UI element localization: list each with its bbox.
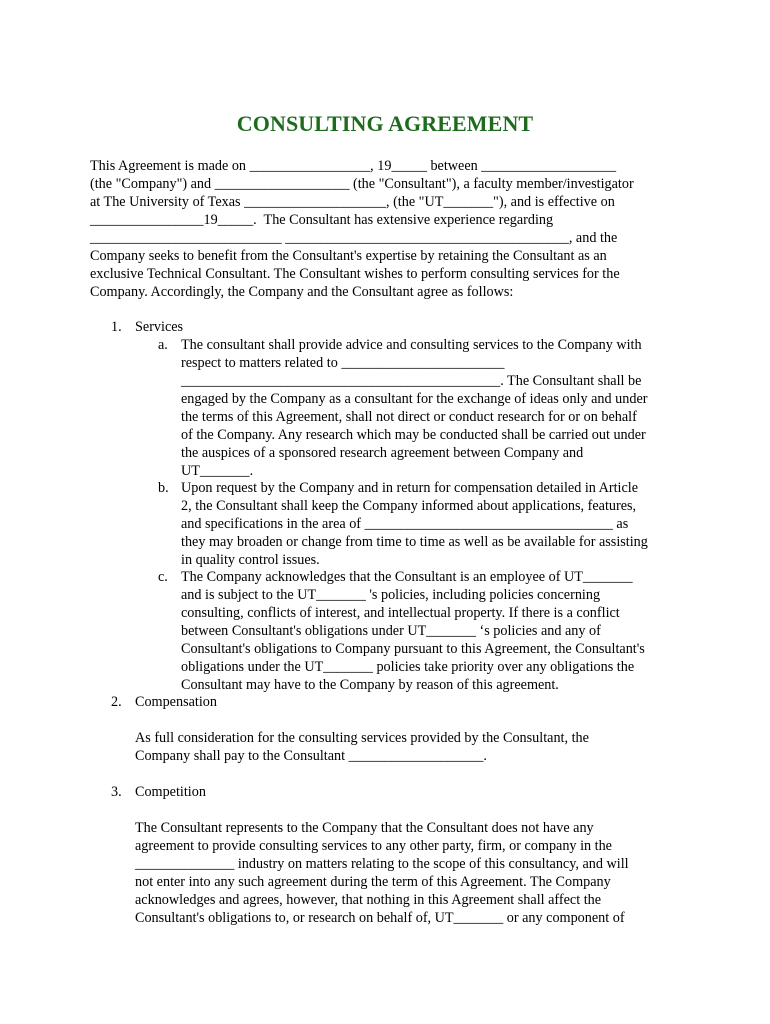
item-line: the terms of this Agreement, shall not direct or conduct research for or on behalf: [181, 409, 637, 425]
competition-line: acknowledges and agrees, however, that nothing in this Agreement shall affect the: [135, 892, 602, 908]
compensation-line: Company shall pay to the Consultant ___________________.: [135, 748, 487, 764]
intro-line: ___________________________ ________________________________________, and the: [90, 230, 618, 246]
item-line: in quality control issues.: [181, 552, 320, 568]
competition-line: The Consultant represents to the Company that the Consultant does not have any: [135, 820, 594, 836]
section-number: 3.: [111, 784, 122, 800]
item-line: The consultant shall provide advice and consulting services to the Company with: [181, 337, 642, 353]
item-line: Consultant's obligations to Company pursuant to this Agreement, the Consultant's: [181, 641, 645, 657]
competition-line: ______________ industry on matters relating to the scope of this consultancy, and will: [135, 856, 629, 872]
item-line: between Consultant's obligations under UT_______ ‘s policies and any of: [181, 623, 601, 639]
item-marker: b.: [158, 480, 169, 496]
intro-line: ________________19_____. The Consultant has extensive experience regarding: [90, 212, 554, 228]
intro-line: (the "Company") and ___________________ (the "Consultant"), a faculty member/investigator: [90, 176, 634, 192]
item-line: they may broaden or change from time to time as well as be available for assisting: [181, 534, 648, 550]
item-line: Consultant may have to the Company by reason of this agreement.: [181, 677, 559, 693]
item-marker: c.: [158, 569, 168, 585]
competition-line: Consultant's obligations to, or research on behalf of, UT_______ or any component of: [135, 910, 625, 926]
intro-line: at The University of Texas ____________________, (the "UT_______"), and is effective on: [90, 194, 615, 210]
intro-line: This Agreement is made on _________________, 19_____ between ___________________: [90, 158, 617, 174]
section-number: 2.: [111, 694, 122, 710]
competition-line: agreement to provide consulting services to any other party, firm, or company in the: [135, 838, 612, 854]
item-line: The Company acknowledges that the Consultant is an employee of UT_______: [181, 569, 633, 585]
item-line: obligations under the UT_______ policies take priority over any obligations the: [181, 659, 635, 675]
item-line: respect to matters related to _______________________: [181, 355, 505, 371]
intro-line: Company seeks to benefit from the Consultant's expertise by retaining the Consultant as an: [90, 248, 607, 264]
item-line: Upon request by the Company and in return for compensation detailed in Article: [181, 480, 639, 496]
item-line: consulting, conflicts of interest, and intellectual property. If there is a conflict: [181, 605, 620, 621]
section-heading: Competition: [135, 784, 206, 800]
competition-line: not enter into any such agreement during the term of this Agreement. The Company: [135, 874, 611, 890]
item-line: 2, the Consultant shall keep the Company informed about applications, features,: [181, 498, 637, 514]
intro-line: exclusive Technical Consultant. The Consultant wishes to perform consulting services for the: [90, 266, 620, 282]
item-line: of the Company. Any research which may be conducted shall be carried out under: [181, 427, 646, 443]
item-line: the auspices of a sponsored research agreement between Company and: [181, 445, 584, 461]
item-line: _____________________________________________. The Consultant shall be: [181, 373, 642, 389]
section-heading: Compensation: [135, 694, 217, 710]
section-number: 1.: [111, 319, 122, 335]
item-line: and specifications in the area of ___________________________________ as: [181, 516, 629, 532]
item-line: engaged by the Company as a consultant for the exchange of ideas only and under: [181, 391, 648, 407]
item-line: and is subject to the UT_______ 's policies, including policies concerning: [181, 587, 601, 603]
document-title: CONSULTING AGREEMENT: [236, 111, 534, 136]
intro-line: Company. Accordingly, the Company and the Consultant agree as follows:: [90, 284, 514, 300]
item-marker: a.: [158, 337, 168, 353]
section-heading: Services: [135, 319, 184, 335]
compensation-line: As full consideration for the consulting services provided by the Consultant, the: [135, 730, 589, 746]
item-line: UT_______.: [181, 463, 254, 479]
